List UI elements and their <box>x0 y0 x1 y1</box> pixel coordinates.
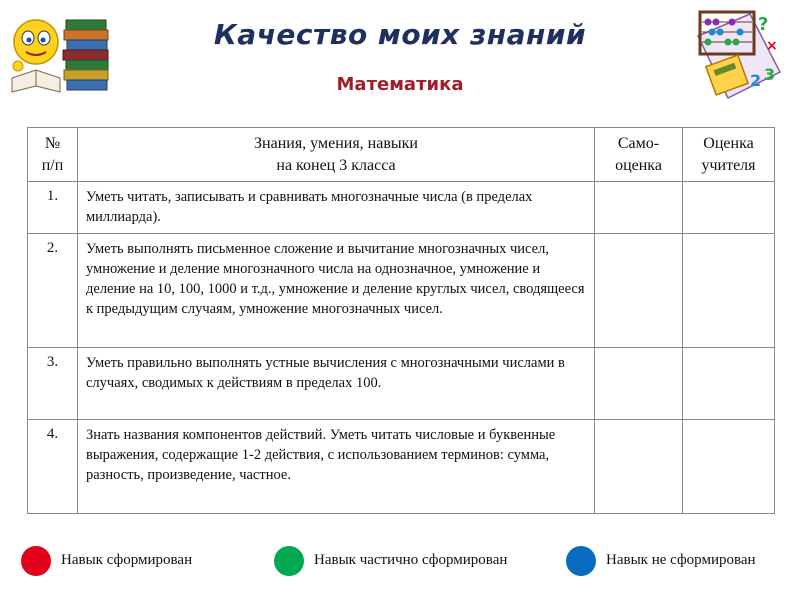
table-row <box>28 234 775 348</box>
self-assessment-cell[interactable] <box>595 348 683 420</box>
column-header-teacher-assessment-label: Оценка учителя <box>701 134 756 174</box>
svg-text:3: 3 <box>764 65 776 84</box>
table-header-row <box>28 128 775 182</box>
table-row <box>28 182 775 234</box>
teacher-assessment-cell[interactable] <box>683 234 775 348</box>
row-number: 1. <box>28 182 78 234</box>
skill-description: Знать названия компонентов действий. Уметь читать числовые и буквенные выражения, содержащие 1-2 действия, с использованием терминов: сумма, разность, произведение, частное. <box>78 420 595 514</box>
teacher-assessment-cell[interactable] <box>683 348 775 420</box>
page-title: Качество моих знаний <box>213 18 587 51</box>
self-assessment-cell[interactable] <box>595 234 683 348</box>
column-header-teacher-assessment <box>683 128 775 182</box>
skill-description: Уметь правильно выполнять устные вычисления с многозначными числами в случаях, сводимых к действиям в пределах 100. <box>78 348 595 420</box>
row-number: 4. <box>28 420 78 514</box>
blue-circle-icon <box>566 546 596 576</box>
table-row <box>28 420 775 514</box>
svg-text:?: ? <box>758 14 769 35</box>
column-header-number-label: № п/п <box>41 134 64 174</box>
abacus-math-clipart <box>688 6 788 110</box>
column-header-skills <box>78 128 595 182</box>
teacher-assessment-cell[interactable] <box>683 182 775 234</box>
skill-description: Уметь выполнять письменное сложение и вычитание многозначных чисел, умножение и деление многозначного числа на однозначное, умножение и деление на 10, 100, 1000 и т.д., умножение и деление круглых чисел, сводящееся к предыдущим случаям, умножение многозначных чисел. <box>78 234 595 348</box>
column-header-self-assessment <box>595 128 683 182</box>
svg-text:×: × <box>766 38 778 54</box>
column-header-self-assessment-label: Само- оценка <box>615 134 662 174</box>
column-header-number <box>28 128 78 182</box>
legend <box>0 545 800 579</box>
table-row <box>28 348 775 420</box>
page-subtitle: Математика <box>336 74 464 95</box>
column-header-skills-label: Знания, умения, навыки на конец 3 класса <box>254 134 418 174</box>
skills-table <box>27 127 775 514</box>
red-circle-icon <box>21 546 51 576</box>
legend-label-not-formed: Навык не сформирован <box>606 552 756 568</box>
skill-description: Уметь читать, записывать и сравнивать многозначные числа (в пределах миллиарда). <box>78 182 595 234</box>
row-number: 3. <box>28 348 78 420</box>
self-assessment-cell[interactable] <box>595 182 683 234</box>
svg-text:2: 2 <box>750 71 762 90</box>
legend-label-formed: Навык сформирован <box>61 552 193 568</box>
teacher-assessment-cell[interactable] <box>683 420 775 514</box>
green-circle-icon <box>274 546 304 576</box>
self-assessment-cell[interactable] <box>595 420 683 514</box>
row-number: 2. <box>28 234 78 348</box>
legend-label-partially-formed: Навык частично сформирован <box>314 552 508 568</box>
